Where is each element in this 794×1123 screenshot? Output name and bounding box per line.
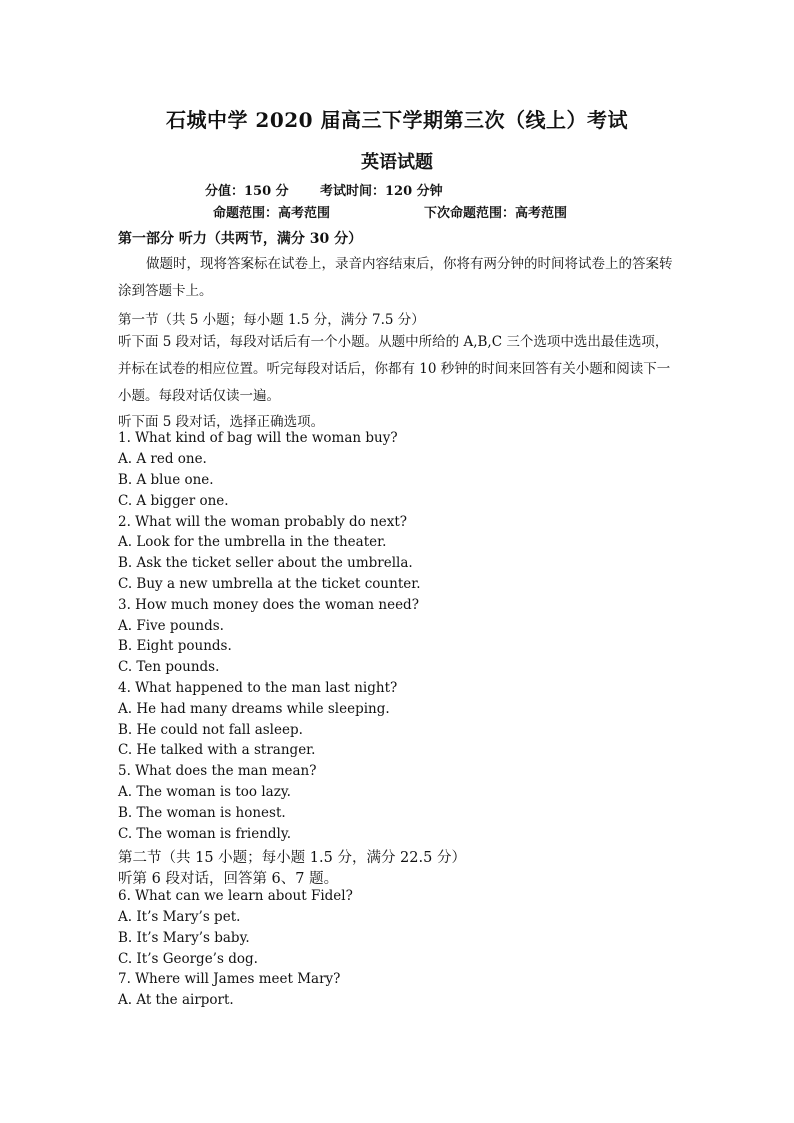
option-line: A. The woman is too lazy. (118, 784, 291, 800)
option-line: A. Five pounds. (118, 618, 224, 634)
option-line: A. A red one. (118, 451, 207, 467)
option-line: C. The woman is friendly. (118, 826, 292, 842)
question-line: 2. What will the woman probably do next? (118, 514, 408, 530)
option-line: C. He talked with a stranger. (118, 742, 316, 758)
next-scope-info: 下次命题范围：高考范围 (424, 206, 568, 221)
question-line: 1. What kind of bag will the woman buy? (118, 430, 398, 446)
section1-instruction: 听下面 5 段对话，每段对话后有一个小题。从题中所给的 A,B,C 三个选项中选出最佳选项，并标在试卷的相应位置。听完每段对话后，你都有 10 秒钟的时间来回答有关小题和阅读下一小题。每段对话仅读一遍。 (118, 334, 671, 404)
section1-note: 听下面 5 段对话，选择正确选项。 (118, 414, 325, 430)
question-line: 7. Where will James meet Mary? (118, 971, 341, 987)
option-line: A. It’s Mary’s pet. (118, 909, 241, 925)
option-line: B. Eight pounds. (118, 638, 232, 654)
section2-heading: 第二节（共 15 小题；每小题 1.5 分，满分 22.5 分） (118, 850, 466, 866)
question-line: 5. What does the man mean? (118, 763, 317, 779)
option-line: A. At the airport. (118, 992, 234, 1008)
option-line: B. The woman is honest. (118, 805, 286, 821)
option-line: C. Buy a new umbrella at the ticket counter. (118, 576, 421, 592)
part1-instruction: 做题时，现将答案标在试卷上，录音内容结束后，你将有两分钟的时间将试卷上的答案转涂到答题卡上。 (118, 256, 673, 299)
section1-heading: 第一节（共 5 小题；每小题 1.5 分，满分 7.5 分） (118, 312, 425, 328)
exam-subtitle: 英语试题 (361, 152, 433, 173)
option-line: C. A bigger one. (118, 493, 229, 509)
time-info: 考试时间：120 分钟 (320, 184, 443, 199)
option-line: C. Ten pounds. (118, 659, 220, 675)
option-line: B. It’s Mary’s baby. (118, 930, 250, 946)
section2-note: 听第 6 段对话，回答第 6、7 题。 (118, 871, 339, 887)
question-line: 6. What can we learn about Fidel? (118, 888, 353, 904)
score-info: 分值：150 分 (205, 184, 289, 199)
option-line: A. Look for the umbrella in the theater. (118, 534, 387, 550)
scope-info: 命题范围：高考范围 (213, 206, 331, 221)
part1-heading: 第一部分 听力（共两节，满分 30 分） (118, 231, 363, 247)
option-line: B. He could not fall asleep. (118, 722, 303, 738)
option-line: B. A blue one. (118, 472, 214, 488)
question-line: 3. How much money does the woman need? (118, 597, 419, 613)
option-line: C. It’s George’s dog. (118, 951, 258, 967)
exam-title: 石城中学 2020 届高三下学期第三次（线上）考试 (165, 108, 629, 132)
option-line: B. Ask the ticket seller about the umbrella. (118, 555, 413, 571)
option-line: A. He had many dreams while sleeping. (118, 701, 390, 717)
question-line: 4. What happened to the man last night? (118, 680, 398, 696)
